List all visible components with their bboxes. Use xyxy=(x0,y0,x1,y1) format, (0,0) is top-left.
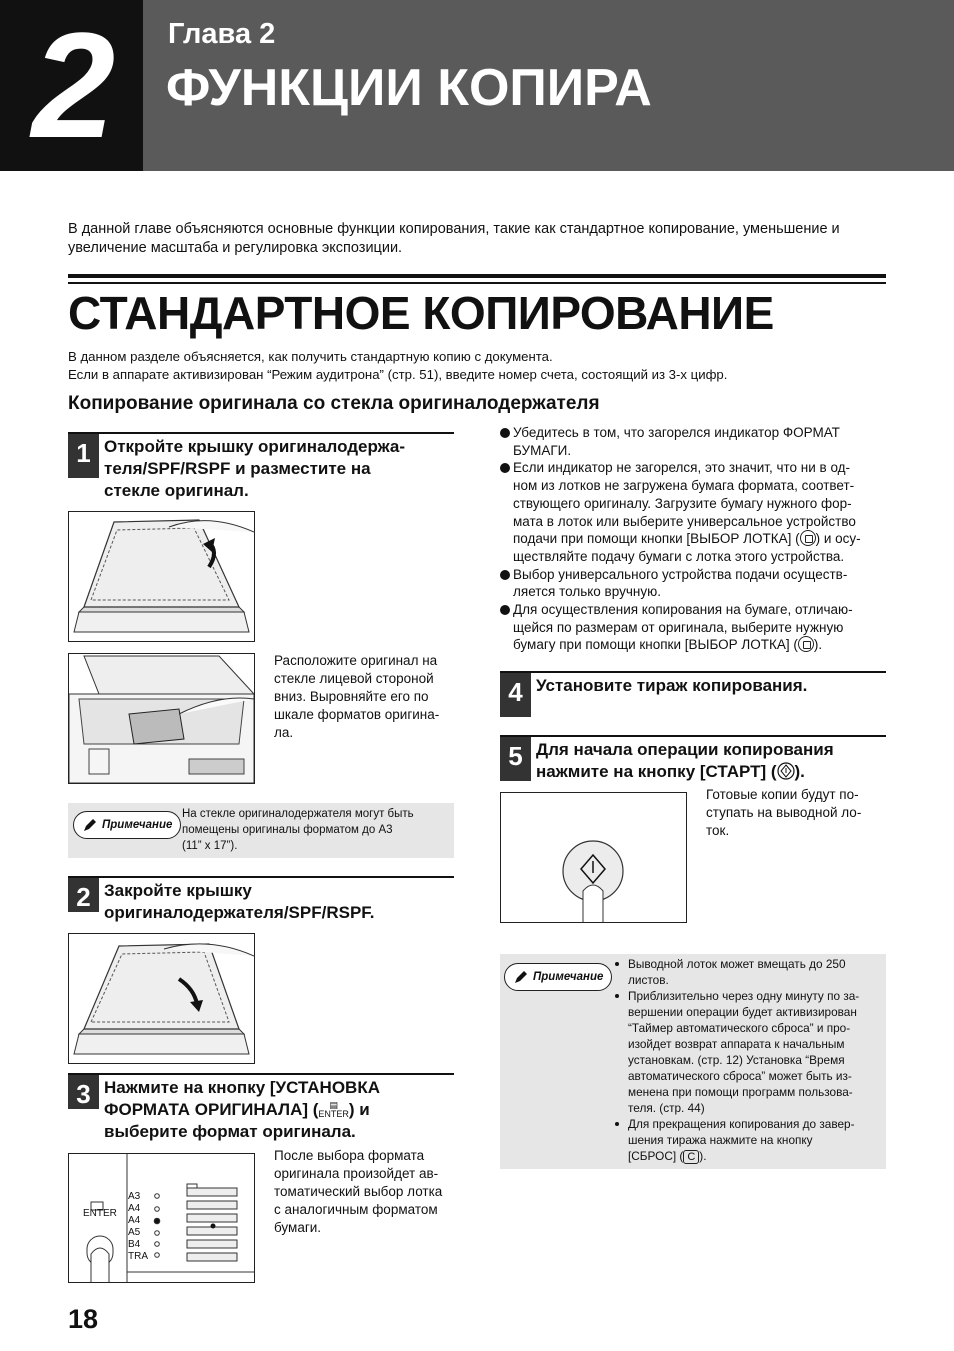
place-original-illustration xyxy=(68,653,255,784)
note-1 xyxy=(68,803,454,858)
step-text: Установите тираж копирования. xyxy=(536,676,808,695)
chapter-label: Глава 2 xyxy=(168,18,276,50)
section-rule xyxy=(68,274,886,278)
step1-side-text: Расположите оригинал на стекле лицевой стороной вниз. Выровняйте его по шкале форматов оригина- ла. xyxy=(274,653,440,740)
start-icon xyxy=(777,762,795,780)
chapter-title: ФУНКЦИИ КОПИРА xyxy=(166,59,652,117)
pencil-icon xyxy=(513,969,529,985)
page-number: 18 xyxy=(68,1304,99,1334)
step-number: 4 xyxy=(500,673,531,717)
note-badge: Примечание xyxy=(504,963,612,991)
bullet-item: Выбор универсального устройства подачи осуществ- ляется только вручную. xyxy=(500,566,890,601)
step5-side-text: Готовые копии будут по- ступать на выводной ло- ток. xyxy=(706,787,862,838)
start-button-illustration xyxy=(500,792,687,923)
subsection-title: Копирование оригинала со стекла оригиналодержателя xyxy=(68,393,600,414)
pencil-icon xyxy=(82,817,98,833)
step-4 xyxy=(500,671,886,717)
tray-select-icon xyxy=(800,530,816,546)
note-item: Приблизительно через одну минуту по за- вершении операции будет активизирован “Таймер автоматического сброса” и про- изойдет возврат аппарата к начальным установкам. (стр. 12) Установка “Время автоматического сброса” может быть из- менена при помощи программ пользова- теля. (стр. 44) xyxy=(613,988,883,1116)
step-number: 1 xyxy=(68,434,99,478)
section-p1: В данном разделе объясняется, как получить стандартную копию с документа. xyxy=(68,349,553,364)
step3-side-text: После выбора формата оригинала произойдет ав- томатический выбор лотка с аналогичным форматом бумаги. xyxy=(274,1148,443,1235)
note-item: Выводной лоток может вмещать до 250 листов. xyxy=(613,956,883,988)
chapter-intro: В данной главе объясняются основные функции копирования, такие как стандартное копирование, уменьшение и увеличение масштаба и регулировка экспозиции. xyxy=(68,221,840,256)
bullet-item: Если индикатор не загорелся, это значит, что ни в од- ном из лотков не загружена бумага формата, соответ- ствующего оригиналу. Загрузите бумагу нужного фор- мата в лоток или выберите универсальное устройство подачи при помощи кнопки [ВЫБОР ЛОТКА] ( ) и осу- ществляйте подачу бумаги с лотка этого устройства. xyxy=(500,459,890,565)
bullet-item: Для осуществления копирования на бумаге, отличаю- щейся по размерам от оригинала, выберите нужную бумагу при помощи кнопки [ВЫБОР ЛОТКА] ( ). xyxy=(500,601,890,654)
step-3 xyxy=(68,1073,454,1145)
size-panel-illustration xyxy=(68,1153,255,1283)
tray-select-icon xyxy=(798,636,814,652)
note-1-text: На стекле оригиналодержателя могут быть помещены оригиналы форматом до А3 (11” x 17”). xyxy=(182,808,414,852)
step-number: 2 xyxy=(68,878,99,912)
step-number: 5 xyxy=(500,737,531,781)
chapter-number: 2 xyxy=(0,0,143,171)
step-text: Откройте крышку оригиналодержа- теля/SPF/RSPF и разместите на стекле оригинал. xyxy=(104,437,406,500)
enter-label: ENTER xyxy=(83,1208,117,1219)
bullet-item: Убедитесь в том, что загорелся индикатор ФОРМАТ БУМАГИ. xyxy=(500,424,890,459)
size-list: A3 A4 A4 A5 B4 TRA xyxy=(128,1191,148,1262)
enter-icon: ▤ ENTER xyxy=(318,1100,349,1119)
step-text: Закройте крышку оригиналодержателя/SPF/RSPF. xyxy=(104,881,375,922)
paper-size-bullets xyxy=(500,424,890,654)
section-title: СТАНДАРТНОЕ КОПИРОВАНИЕ xyxy=(68,287,774,339)
note-item: Для прекращения копирования до завер- шения тиража нажмите на кнопку [СБРОС] ( C ). xyxy=(613,1116,883,1164)
clear-key-icon: C xyxy=(683,1150,699,1164)
step-number: 3 xyxy=(68,1075,99,1109)
section-rule-thin xyxy=(68,282,886,284)
chapter-header xyxy=(0,0,954,171)
note-2-list xyxy=(613,956,883,1164)
close-lid-illustration xyxy=(68,933,255,1064)
step-1 xyxy=(68,432,454,502)
step-2 xyxy=(68,876,454,926)
section-description xyxy=(68,348,888,384)
step-text: Нажмите на кнопку [УСТАНОВКА ФОРМАТА ОРИГИНАЛА] ( ▤ ENTER) и выберите формат оригинала. xyxy=(104,1078,380,1141)
note-badge: Примечание xyxy=(73,811,181,839)
step-5 xyxy=(500,735,886,785)
section-p2: Если в аппарате активизирован “Режим аудитрона” (стр. 51), введите номер счета, состоящий из 3-х цифр. xyxy=(68,367,728,382)
open-lid-illustration xyxy=(68,511,255,642)
step-text: Для начала операции копирования нажмите на кнопку [СТАРТ] ( ). xyxy=(536,740,834,781)
